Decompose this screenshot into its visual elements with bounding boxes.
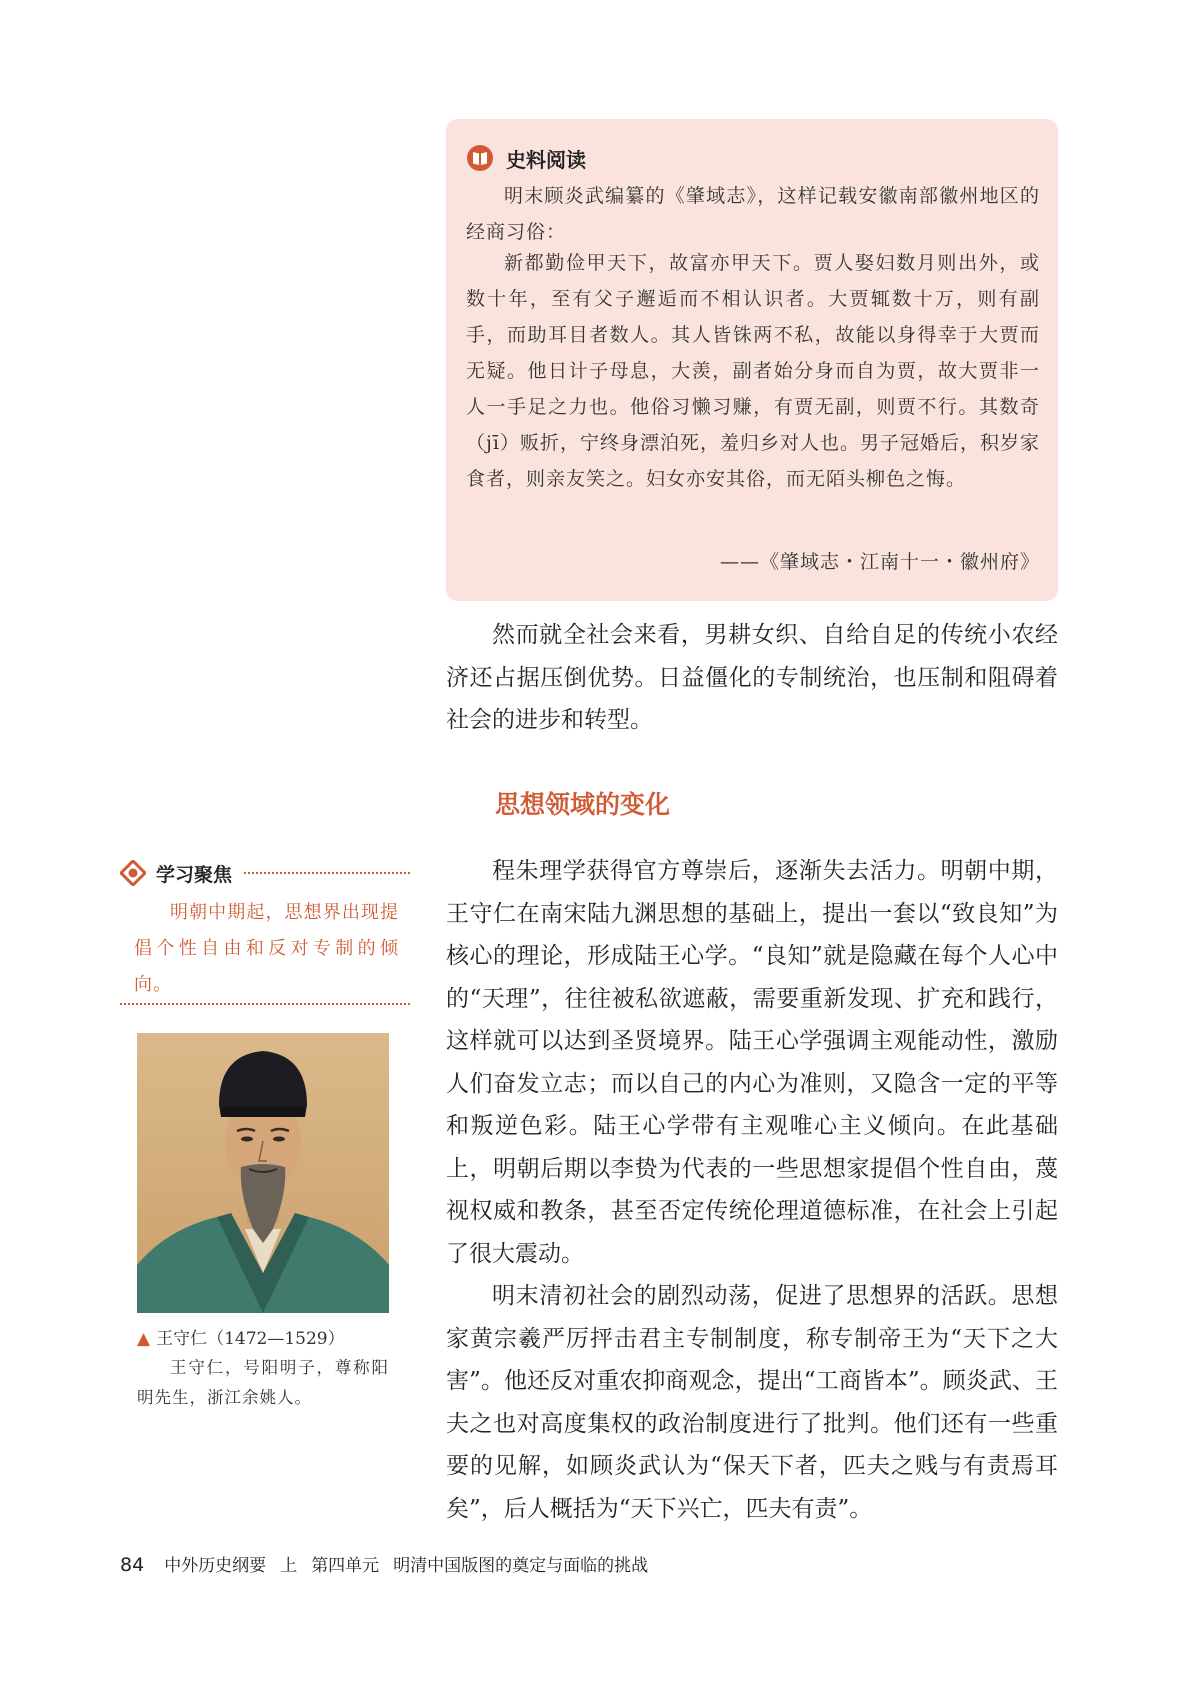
source-quote-text: 新都勤俭甲天下，故富亦甲天下。贾人娶妇数月则出外，或数十年，至有父子邂逅而不相认识者。大贾辄数十万，则有副手，而助耳目者数人。其人皆铢两不私，故能以身得幸于大贾而无疑。他日计子母息，大羡，副者始分身而自为贾，故大贾非一人一手足之力也。他俗习懒习赚，有贾无副，则贾不行。其数奇（jī）贩折，宁终身漂泊死，羞归乡对人也。男子冠婚后，积岁家食者，则亲友笑之。妇女亦安其俗，而无陌头柳色之悔。 (466, 252, 1040, 490)
portrait-caption-title (137, 1324, 345, 1349)
source-intro-text: 明末顾炎武编纂的《肇域志》，这样记载安徽南部徽州地区的经商习俗： (466, 185, 1040, 243)
target-icon (120, 860, 146, 886)
source-citation: ——《肇域志・江南十一・徽州府》 (719, 551, 1040, 573)
book-icon (466, 144, 494, 172)
source-reading-header (466, 140, 586, 176)
paragraph-2-text: 程朱理学获得官方尊崇后，逐渐失去活力。明朝中期，王守仁在南宋陆九渊思想的基础上，提出一套以“致良知”为核心的理论，形成陆王心学。“良知”就是隐藏在每个人心中的“天理”，往往被私欲遮蔽，需要重新发现、扩充和践行，这样就可以达到圣贤境界。陆王心学强调主观能动性，激励人们奋发立志；而以自己的内心为准则，又隐含一定的平等和叛逆色彩。陆王心学带有主观唯心主义倾向。在此基础上，明朝后期以李贽为代表的一些思想家提倡个性自由，蔑视权威和教条，甚至否定传统伦理道德标准，在社会上引起了很大震动。 (446, 858, 1058, 1267)
learning-focus-title: 学习聚焦 (156, 863, 233, 886)
learning-focus-header (120, 858, 410, 888)
unit-title: 明清中国版图的奠定与面临的挑战 (393, 1556, 649, 1576)
unit-label: 第四单元 (311, 1556, 380, 1576)
book-title: 中外历史纲要 (164, 1556, 267, 1576)
section-heading: 思想领域的变化 (495, 790, 671, 819)
wang-shouren-portrait (137, 1033, 389, 1313)
book-volume: 上 (280, 1556, 298, 1576)
dotted-divider (244, 872, 410, 874)
page-number: 84 (120, 1554, 145, 1576)
triangle-marker-icon: ▲ (137, 1329, 151, 1349)
learning-focus-text: 明朝中期起，思想界出现提倡个性自由和反对专制的倾向。 (134, 902, 399, 995)
source-intro (466, 178, 1040, 250)
source-reading-title: 史料阅读 (506, 147, 586, 172)
body-paragraph-2-3 (446, 850, 1058, 1530)
dotted-divider-bottom (120, 1003, 410, 1005)
body-paragraph-1 (446, 614, 1058, 742)
paragraph-3-text: 明末清初社会的剧烈动荡，促进了思想界的活跃。思想家黄宗羲严厉抨击君主专制制度，称专制帝王为“天下之大害”。他还反对重农抑商观念，提出“工商皆本”。顾炎武、王夫之也对高度集权的政治制度进行了批判。他们还有一些重要的见解，如顾炎武认为“保天下者，匹夫之贱与有责焉耳矣”，后人概括为“天下兴亡，匹夫有责”。 (446, 1283, 1058, 1522)
paragraph-1-text: 然而就全社会来看，男耕女织、自给自足的传统小农经济还占据压倒优势。日益僵化的专制统治，也压制和阻碍着社会的进步和转型。 (446, 622, 1058, 733)
page-footer (120, 1551, 662, 1576)
portrait-caption-desc: 王守仁，号阳明子，尊称阳明先生，浙江余姚人。 (137, 1358, 389, 1407)
source-quote (466, 245, 1040, 497)
portrait-caption-name: 王守仁（1472—1529） (156, 1329, 345, 1349)
